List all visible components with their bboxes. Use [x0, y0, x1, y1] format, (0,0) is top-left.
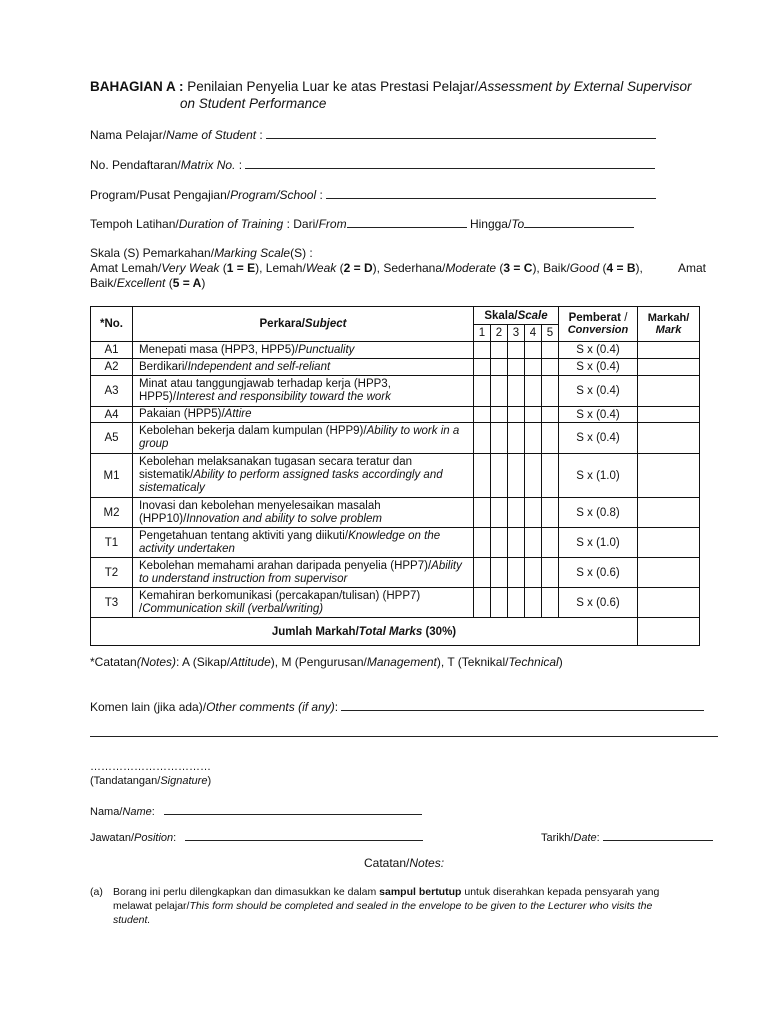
scale-checkbox-cell[interactable] — [525, 528, 542, 558]
row-conversion: S x (0.4) — [559, 423, 638, 454]
marking-scale-excellent: Baik/Excellent (5 = A) — [90, 276, 206, 290]
section-heading-line2 — [180, 96, 326, 111]
table-row — [91, 588, 700, 618]
scale-checkbox-cell[interactable] — [525, 407, 542, 423]
student-name-input[interactable] — [266, 127, 656, 139]
scale-checkbox-cell[interactable] — [542, 407, 559, 423]
scale-checkbox-cell[interactable] — [491, 454, 508, 498]
section-heading — [90, 79, 692, 94]
from-date-input[interactable] — [347, 216, 467, 228]
scale-checkbox-cell[interactable] — [491, 407, 508, 423]
student-name-field: Nama Pelajar/Name of Student : — [90, 127, 656, 142]
scale-checkbox-cell[interactable] — [542, 498, 559, 528]
table-row — [91, 407, 700, 423]
scale-checkbox-cell[interactable] — [508, 407, 525, 423]
row-conversion: S x (0.4) — [559, 376, 638, 407]
signature-line[interactable]: …………………………… — [90, 761, 211, 773]
scale-checkbox-cell[interactable] — [508, 498, 525, 528]
row-mark-cell[interactable] — [638, 558, 700, 588]
scale-checkbox-cell[interactable] — [525, 498, 542, 528]
date-input[interactable] — [603, 829, 713, 841]
row-mark-cell[interactable] — [638, 588, 700, 618]
col-scale-header: Skala/Scale — [474, 307, 559, 325]
scale-checkbox-cell[interactable] — [508, 588, 525, 618]
scale-checkbox-cell[interactable] — [491, 588, 508, 618]
row-code: A1 — [91, 342, 133, 359]
scale-checkbox-cell[interactable] — [474, 528, 491, 558]
scale-checkbox-cell[interactable] — [491, 558, 508, 588]
footer-note-a-line2: melawat pelajar/This form should be completed and sealed in the envelope to be given to the Lecturer who visits the — [113, 900, 653, 912]
scale-checkbox-cell[interactable] — [474, 558, 491, 588]
total-label: Jumlah Markah/Total Marks (30%) — [91, 618, 638, 646]
section-title-en: Assessment by External Supervisor — [478, 79, 692, 94]
row-code: M1 — [91, 454, 133, 498]
col-subject-header: Perkara/Subject — [133, 307, 474, 342]
footer-note-a-label: (a) — [90, 886, 103, 898]
row-conversion: S x (0.6) — [559, 558, 638, 588]
scale-checkbox-cell[interactable] — [542, 558, 559, 588]
scale-checkbox-cell[interactable] — [508, 558, 525, 588]
table-row — [91, 423, 700, 454]
row-subject: Kebolehan bekerja dalam kumpulan (HPP9)/Ability to work in a group — [133, 423, 474, 454]
scale-num: 3 — [508, 325, 525, 342]
scale-checkbox-cell[interactable] — [491, 528, 508, 558]
scale-num: 2 — [491, 325, 508, 342]
scale-checkbox-cell[interactable] — [508, 376, 525, 407]
row-subject: Kebolehan melaksanakan tugasan secara teratur dan sistematik/Ability to perform assigned tasks accordingly and sistematicaly — [133, 454, 474, 498]
scale-checkbox-cell[interactable] — [491, 376, 508, 407]
to-date-input[interactable] — [524, 216, 634, 228]
row-subject: Berdikari/Independent and self-reliant — [133, 359, 474, 376]
comments-field: Komen lain (jika ada)/Other comments (if any): — [90, 699, 704, 714]
scale-checkbox-cell[interactable] — [508, 454, 525, 498]
matrix-no-input[interactable] — [245, 157, 655, 169]
position-field: Jawatan/Position: — [90, 829, 423, 844]
row-conversion: S x (0.4) — [559, 359, 638, 376]
comments-input-line2[interactable] — [90, 724, 718, 737]
name-input[interactable] — [164, 803, 422, 815]
scale-checkbox-cell[interactable] — [491, 498, 508, 528]
row-mark-cell[interactable] — [638, 498, 700, 528]
scale-checkbox-cell[interactable] — [508, 423, 525, 454]
scale-checkbox-cell[interactable] — [474, 454, 491, 498]
comments-input[interactable] — [341, 699, 704, 711]
program-input[interactable] — [326, 187, 656, 199]
scale-checkbox-cell[interactable] — [542, 588, 559, 618]
row-subject: Inovasi dan kebolehan menyelesaikan masalah (HPP10)/Innovation and ability to solve problem — [133, 498, 474, 528]
signature-label: (Tandatangan/Signature) — [90, 775, 212, 787]
col-no-header: *No. — [91, 307, 133, 342]
matrix-no-field: No. Pendaftaran/Matrix No. : — [90, 157, 655, 172]
scale-num: 1 — [474, 325, 491, 342]
scale-checkbox-cell[interactable] — [525, 376, 542, 407]
position-input[interactable] — [185, 829, 423, 841]
program-field: Program/Pusat Pengajian/Program/School : — [90, 187, 656, 202]
row-conversion: S x (1.0) — [559, 528, 638, 558]
scale-checkbox-cell[interactable] — [542, 342, 559, 359]
row-conversion: S x (0.8) — [559, 498, 638, 528]
scale-checkbox-cell[interactable] — [525, 423, 542, 454]
row-subject: Menepati masa (HPP3, HPP5)/Punctuality — [133, 342, 474, 359]
footer-note-a-line3: student. — [113, 914, 151, 926]
date-field: Tarikh/Date: — [541, 829, 713, 844]
row-code: A4 — [91, 407, 133, 423]
section-title-bm: Penilaian Penyelia Luar ke atas Prestasi Pelajar/ — [187, 79, 479, 94]
row-subject: Pakaian (HPP5)/Attire — [133, 407, 474, 423]
scale-checkbox-cell[interactable] — [474, 498, 491, 528]
scale-checkbox-cell[interactable] — [525, 342, 542, 359]
scale-checkbox-cell[interactable] — [474, 588, 491, 618]
row-mark-cell[interactable] — [638, 359, 700, 376]
row-subject: Kemahiran berkomunikasi (percakapan/tulisan) (HPP7) /Communication skill (verbal/writing) — [133, 588, 474, 618]
row-code: A5 — [91, 423, 133, 454]
col-weight-header: Pemberat / Conversion — [559, 307, 638, 342]
row-subject: Kebolehan memahami arahan daripada penyelia (HPP7)/Ability to understand instruction from supervisor — [133, 558, 474, 588]
scale-num: 5 — [542, 325, 559, 342]
marking-scale-values: Amat Lemah/Very Weak (1 = E), Lemah/Weak (2 = D), Sederhana/Moderate (3 = C), Baik/Good (4 = B), — [90, 261, 643, 275]
row-subject: Minat atau tanggungjawab terhadap kerja (HPP3, HPP5)/Interest and responsibility toward the work — [133, 376, 474, 407]
total-mark-cell[interactable] — [638, 618, 700, 646]
name-field: Nama/Name: — [90, 803, 422, 818]
scale-checkbox-cell[interactable] — [474, 423, 491, 454]
row-mark-cell[interactable] — [638, 376, 700, 407]
table-row — [91, 376, 700, 407]
row-mark-cell[interactable] — [638, 342, 700, 359]
scale-checkbox-cell[interactable] — [525, 359, 542, 376]
scale-checkbox-cell[interactable] — [491, 342, 508, 359]
total-row — [91, 618, 700, 646]
row-mark-cell[interactable] — [638, 423, 700, 454]
row-code: M2 — [91, 498, 133, 528]
scale-checkbox-cell[interactable] — [542, 376, 559, 407]
scale-checkbox-cell[interactable] — [542, 359, 559, 376]
row-mark-cell[interactable] — [638, 407, 700, 423]
table-row — [91, 528, 700, 558]
col-mark-header: Markah/ Mark — [638, 307, 700, 342]
footer-note-a-line1: Borang ini perlu dilengkapkan dan dimasukkan ke dalam sampul bertutup untuk diserahkan kepada pensyarah yang — [113, 886, 660, 898]
row-mark-cell[interactable] — [638, 528, 700, 558]
scale-checkbox-cell[interactable] — [525, 588, 542, 618]
marking-scale-title: Skala (S) Pemarkahan/Marking Scale(S) : — [90, 246, 313, 260]
table-header-row — [91, 307, 700, 325]
scale-checkbox-cell[interactable] — [525, 454, 542, 498]
scale-checkbox-cell[interactable] — [542, 423, 559, 454]
row-code: T1 — [91, 528, 133, 558]
section-title-en-2: on Student Performance — [180, 96, 327, 111]
row-subject: Pengetahuan tentang aktiviti yang diikuti/Knowledge on the activity undertaken — [133, 528, 474, 558]
scale-checkbox-cell[interactable] — [474, 342, 491, 359]
row-conversion: S x (1.0) — [559, 454, 638, 498]
duration-field: Tempoh Latihan/Duration of Training : Dari/From Hingga/To — [90, 216, 634, 231]
assessment-table — [90, 306, 700, 646]
row-conversion: S x (0.4) — [559, 407, 638, 423]
scale-num: 4 — [525, 325, 542, 342]
scale-checkbox-cell[interactable] — [491, 359, 508, 376]
row-conversion: S x (0.6) — [559, 588, 638, 618]
scale-checkbox-cell[interactable] — [542, 528, 559, 558]
row-code: A2 — [91, 359, 133, 376]
table-row — [91, 498, 700, 528]
row-code: A3 — [91, 376, 133, 407]
scale-checkbox-cell[interactable] — [474, 359, 491, 376]
scale-checkbox-cell[interactable] — [508, 528, 525, 558]
marking-scale-amat: Amat — [678, 261, 707, 275]
scale-checkbox-cell[interactable] — [525, 558, 542, 588]
scale-checkbox-cell[interactable] — [542, 454, 559, 498]
scale-checkbox-cell[interactable] — [508, 359, 525, 376]
row-conversion: S x (0.4) — [559, 342, 638, 359]
table-row — [91, 558, 700, 588]
section-label: BAHAGIAN A : — [90, 79, 184, 94]
table-row — [91, 454, 700, 498]
row-mark-cell[interactable] — [638, 454, 700, 498]
category-notes: *Catatan(Notes): A (Sikap/Attitude), M (Pengurusan/Management), T (Teknikal/Technical) — [90, 655, 563, 669]
scale-checkbox-cell[interactable] — [474, 376, 491, 407]
table-row — [91, 342, 700, 359]
row-code: T2 — [91, 558, 133, 588]
scale-checkbox-cell[interactable] — [508, 342, 525, 359]
scale-checkbox-cell[interactable] — [474, 407, 491, 423]
table-row — [91, 359, 700, 376]
row-code: T3 — [91, 588, 133, 618]
scale-checkbox-cell[interactable] — [491, 423, 508, 454]
footer-notes-title: Catatan/Notes: — [364, 856, 445, 870]
